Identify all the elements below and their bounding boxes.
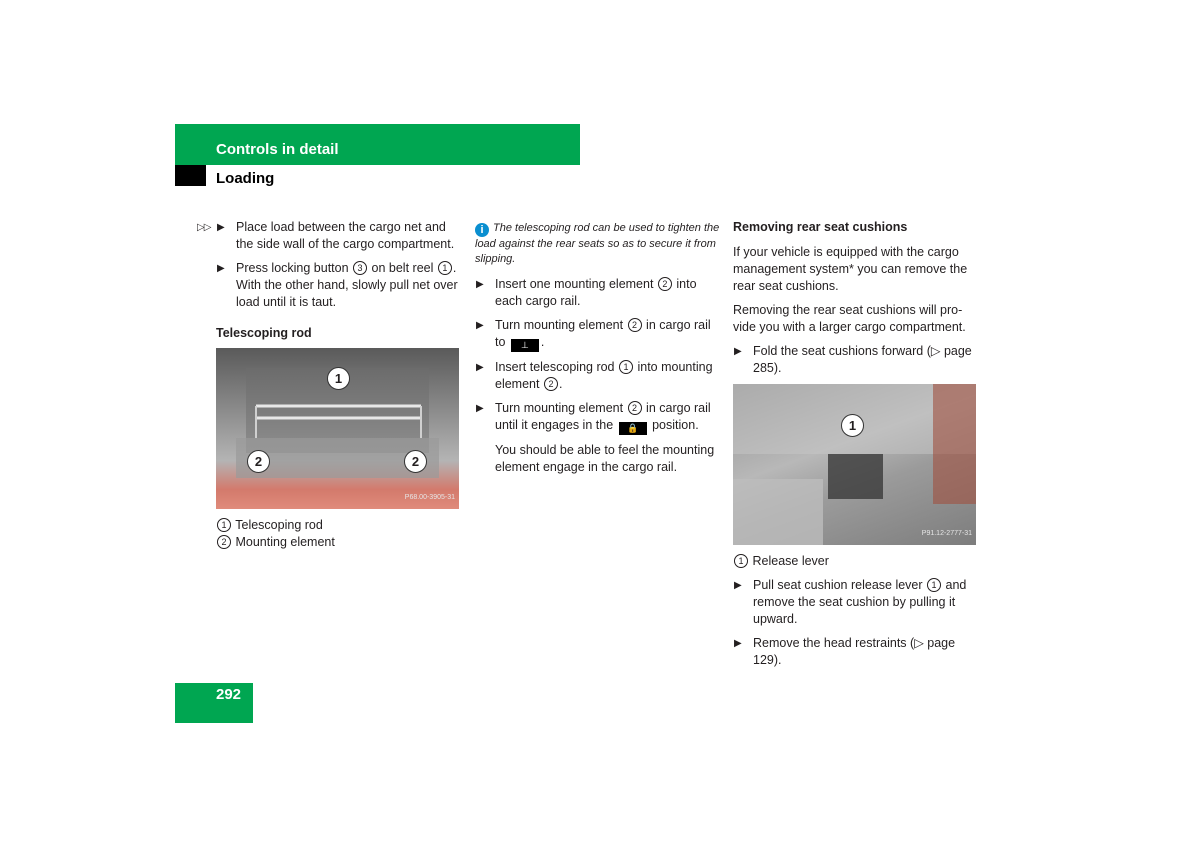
bullet-text: into mounting element xyxy=(495,360,713,391)
legend-item xyxy=(216,517,461,534)
callout-1: 1 xyxy=(841,414,864,437)
callout-2-left: 2 xyxy=(247,450,270,473)
legend-text: Release lever xyxy=(752,554,829,568)
number-marker: 2 xyxy=(544,377,558,391)
bullet-insert-rod xyxy=(475,359,720,393)
paragraph: Removing the rear seat cushions will provide you with a larger cargo compartment. xyxy=(733,303,966,334)
figure-cargo-rod xyxy=(216,348,459,509)
legend-item xyxy=(216,534,461,551)
column-2 xyxy=(475,221,720,483)
triangle-right-icon: ▶ xyxy=(217,222,225,233)
column-3 xyxy=(733,219,978,676)
section-marker xyxy=(175,165,206,186)
bullet-text: . xyxy=(558,377,563,391)
bullet-text: in cargo rail until it engages in the xyxy=(495,401,711,432)
info-text: The telescoping rod can be used to tighten the load against the rear seats so as to secure it from slipping. xyxy=(475,222,720,265)
continuation-icon: ▷▷ xyxy=(197,222,211,233)
number-marker: 3 xyxy=(353,261,367,275)
bullet-text: Turn mounting element xyxy=(495,401,624,415)
heading-removing-cushions: Removing rear seat cushions xyxy=(733,220,908,234)
number-marker: 2 xyxy=(628,318,642,332)
info-note xyxy=(475,221,720,267)
triangle-right-icon: ▶ xyxy=(476,362,484,373)
bullet-text: Insert one mounting element xyxy=(495,277,654,291)
heading-telescoping-rod: Telescoping rod xyxy=(216,326,312,340)
bullet-turn-engage xyxy=(475,400,720,435)
bullet-turn-mounting xyxy=(475,317,720,352)
column-1 xyxy=(197,219,461,551)
callout-2-right: 2 xyxy=(404,450,427,473)
paragraph: If your vehicle is equipped with the cargo management system* you can remove the rear seat cushions. xyxy=(733,245,968,293)
triangle-right-icon: ▶ xyxy=(476,403,484,414)
seat-illustration xyxy=(733,384,976,545)
number-marker: 1 xyxy=(217,518,231,532)
triangle-right-icon: ▶ xyxy=(734,638,742,649)
bullet-text: in cargo rail to xyxy=(495,318,711,349)
bullet-text: Pull seat cushion release lever xyxy=(753,578,923,592)
legend-item xyxy=(733,553,978,570)
triangle-right-icon: ▶ xyxy=(734,346,742,357)
engage-note: You should be able to feel the mounting element engage in the cargo rail. xyxy=(495,443,715,474)
bullet-text: Place load between the cargo net and the side wall of the cargo compartment. xyxy=(236,220,455,251)
figure-code: P68.00-3905-31 xyxy=(404,494,455,501)
number-marker: 1 xyxy=(927,578,941,592)
triangle-right-icon: ▶ xyxy=(734,580,742,591)
bullet-text: and remove the seat cushion by pulling it upward. xyxy=(753,578,967,626)
bullet-text: Remove the head restraints (▷ page 129). xyxy=(753,636,956,667)
chapter-title: Controls in detail xyxy=(216,141,339,158)
bullet-text: Press locking button xyxy=(236,261,349,275)
page-number: 292 xyxy=(216,686,242,703)
figure-release-lever xyxy=(733,384,976,545)
info-circle-icon: i xyxy=(475,223,489,237)
triangle-right-icon: ▶ xyxy=(476,320,484,331)
bullet-text: Fold the seat cushions forward (▷ page 285). xyxy=(753,344,972,375)
number-marker: 1 xyxy=(619,360,633,374)
bullet-text: into each cargo rail. xyxy=(495,277,697,308)
triangle-right-icon: ▶ xyxy=(217,263,225,274)
bullet-fold-cushions xyxy=(733,343,978,377)
bullet-text: on belt reel xyxy=(371,261,434,275)
number-marker: 2 xyxy=(217,535,231,549)
unlock-position-icon: ⊥ xyxy=(511,339,539,352)
page-number-box xyxy=(175,683,253,723)
bullet-text: Insert telescoping rod xyxy=(495,360,615,374)
bullet-insert-mounting xyxy=(475,276,720,310)
legend-text: Telescoping rod xyxy=(235,518,323,532)
number-marker: 1 xyxy=(734,554,748,568)
number-marker: 2 xyxy=(628,401,642,415)
bullet-place-load xyxy=(197,219,461,253)
lock-position-icon: 🔒 xyxy=(619,422,647,435)
bullet-text: . With the other hand, slowly pull net over load until it is taut. xyxy=(236,261,458,309)
number-marker: 1 xyxy=(438,261,452,275)
legend xyxy=(216,517,461,551)
bullet-text: position. xyxy=(652,418,699,432)
legend-text: Mounting element xyxy=(235,535,335,549)
bullet-remove-head-restraints xyxy=(733,635,978,669)
section-title: Loading xyxy=(216,170,275,187)
bullet-text: . xyxy=(540,335,545,349)
figure-code: P91.12-2777-31 xyxy=(921,530,972,537)
bullet-pull-lever xyxy=(733,577,978,628)
triangle-right-icon: ▶ xyxy=(476,279,484,290)
bullet-press-locking xyxy=(216,260,461,311)
callout-1: 1 xyxy=(327,367,350,390)
number-marker: 2 xyxy=(658,277,672,291)
bullet-text: Turn mounting element xyxy=(495,318,624,332)
